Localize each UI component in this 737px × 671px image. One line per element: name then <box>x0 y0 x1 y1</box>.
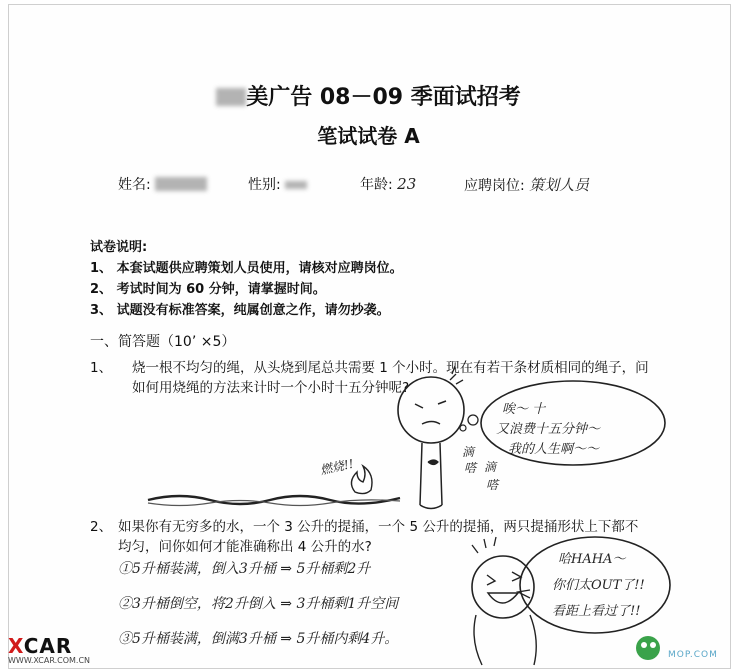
answer-step-2: ②3升桶倒空，将2升倒入 ⇒ 3升桶剩1升空间 <box>118 596 399 612</box>
laughing-body <box>474 615 536 665</box>
answer-step-1: ①5升桶装满，倒入3升桶 ⇒ 5升桶剩2升 <box>118 561 371 577</box>
sad-body <box>420 443 442 509</box>
question-2-line-1: 如果你有无穷多的水，一个 3 公升的提捅，一个 5 公升的提捅，两只提捅形状上下都不 <box>118 519 639 535</box>
question-1-number: 1、 <box>90 360 113 376</box>
section-heading: 一、简答题（10’ ×5） <box>90 334 236 350</box>
instructions-heading: 试卷说明: <box>90 240 148 255</box>
annoyed-mark-icon <box>450 366 463 384</box>
bubble-2-line-2: 你们太OUT了!! <box>552 578 645 593</box>
exam-title: 美广告 08－09 季面试招考 <box>0 80 737 111</box>
xcar-url: WWW.XCAR.COM.CN <box>8 656 91 665</box>
question-2-number: 2、 <box>90 519 113 535</box>
bubble-1-line-3: 我的人生啊～～ <box>508 442 600 457</box>
instruction-item: 3、 试题没有标准答案，纯属创意之作，请勿抄袭。 <box>90 303 390 318</box>
gender-label: 性别: <box>248 177 281 193</box>
name-label: 姓名: <box>118 177 151 193</box>
bubble-1-line-2: 又浪费十五分钟～ <box>496 422 601 437</box>
question-1-line-1: 烧一根不均匀的绳，从头烧到尾总共需要 1 个小时。现在有若干条材质相同的绳子，问 <box>132 360 649 376</box>
drip-text: 嗒 <box>464 461 477 475</box>
age-value: 23 <box>397 175 417 193</box>
bubble-2-line-1: 哈HAHA～ <box>558 552 626 567</box>
burn-text: 燃烧!! <box>319 456 355 478</box>
question-1-line-2: 如何用烧绳的方法来计时一个小时十五分钟呢? <box>132 380 410 396</box>
exam-subtitle: 笔试试卷 A <box>317 124 420 148</box>
mop-logo-icon <box>632 630 668 664</box>
age-label: 年龄: <box>360 177 393 193</box>
xcar-logo: XCAR <box>8 634 73 658</box>
mop-watermark: MOP.COM <box>668 650 718 660</box>
instruction-item: 1、 本套试题供应聘策划人员使用，请核对应聘岗位。 <box>90 261 403 276</box>
drip-text: 滴 <box>462 445 475 459</box>
drip-text: 嗒 <box>486 478 499 492</box>
question-2-line-2: 均匀，问你如何才能准确称出 4 公升的水? <box>118 539 372 555</box>
laughing-face-icon <box>472 556 534 618</box>
bubble-1-line-1: 唉～ 十 <box>502 402 546 417</box>
sad-face-icon <box>398 377 464 443</box>
answer-step-3: ③5升桶装满，倒满3升桶 ⇒ 5升桶内剩4升。 <box>118 631 399 647</box>
position-label: 应聘岗位: <box>464 178 525 194</box>
position-value: 策划人员 <box>529 176 590 194</box>
drip-text: 滴 <box>484 460 497 474</box>
instruction-item: 2、 考试时间为 60 分钟，请掌握时间。 <box>90 282 326 297</box>
bubble-2-line-3: 看距上看过了!! <box>552 604 641 619</box>
